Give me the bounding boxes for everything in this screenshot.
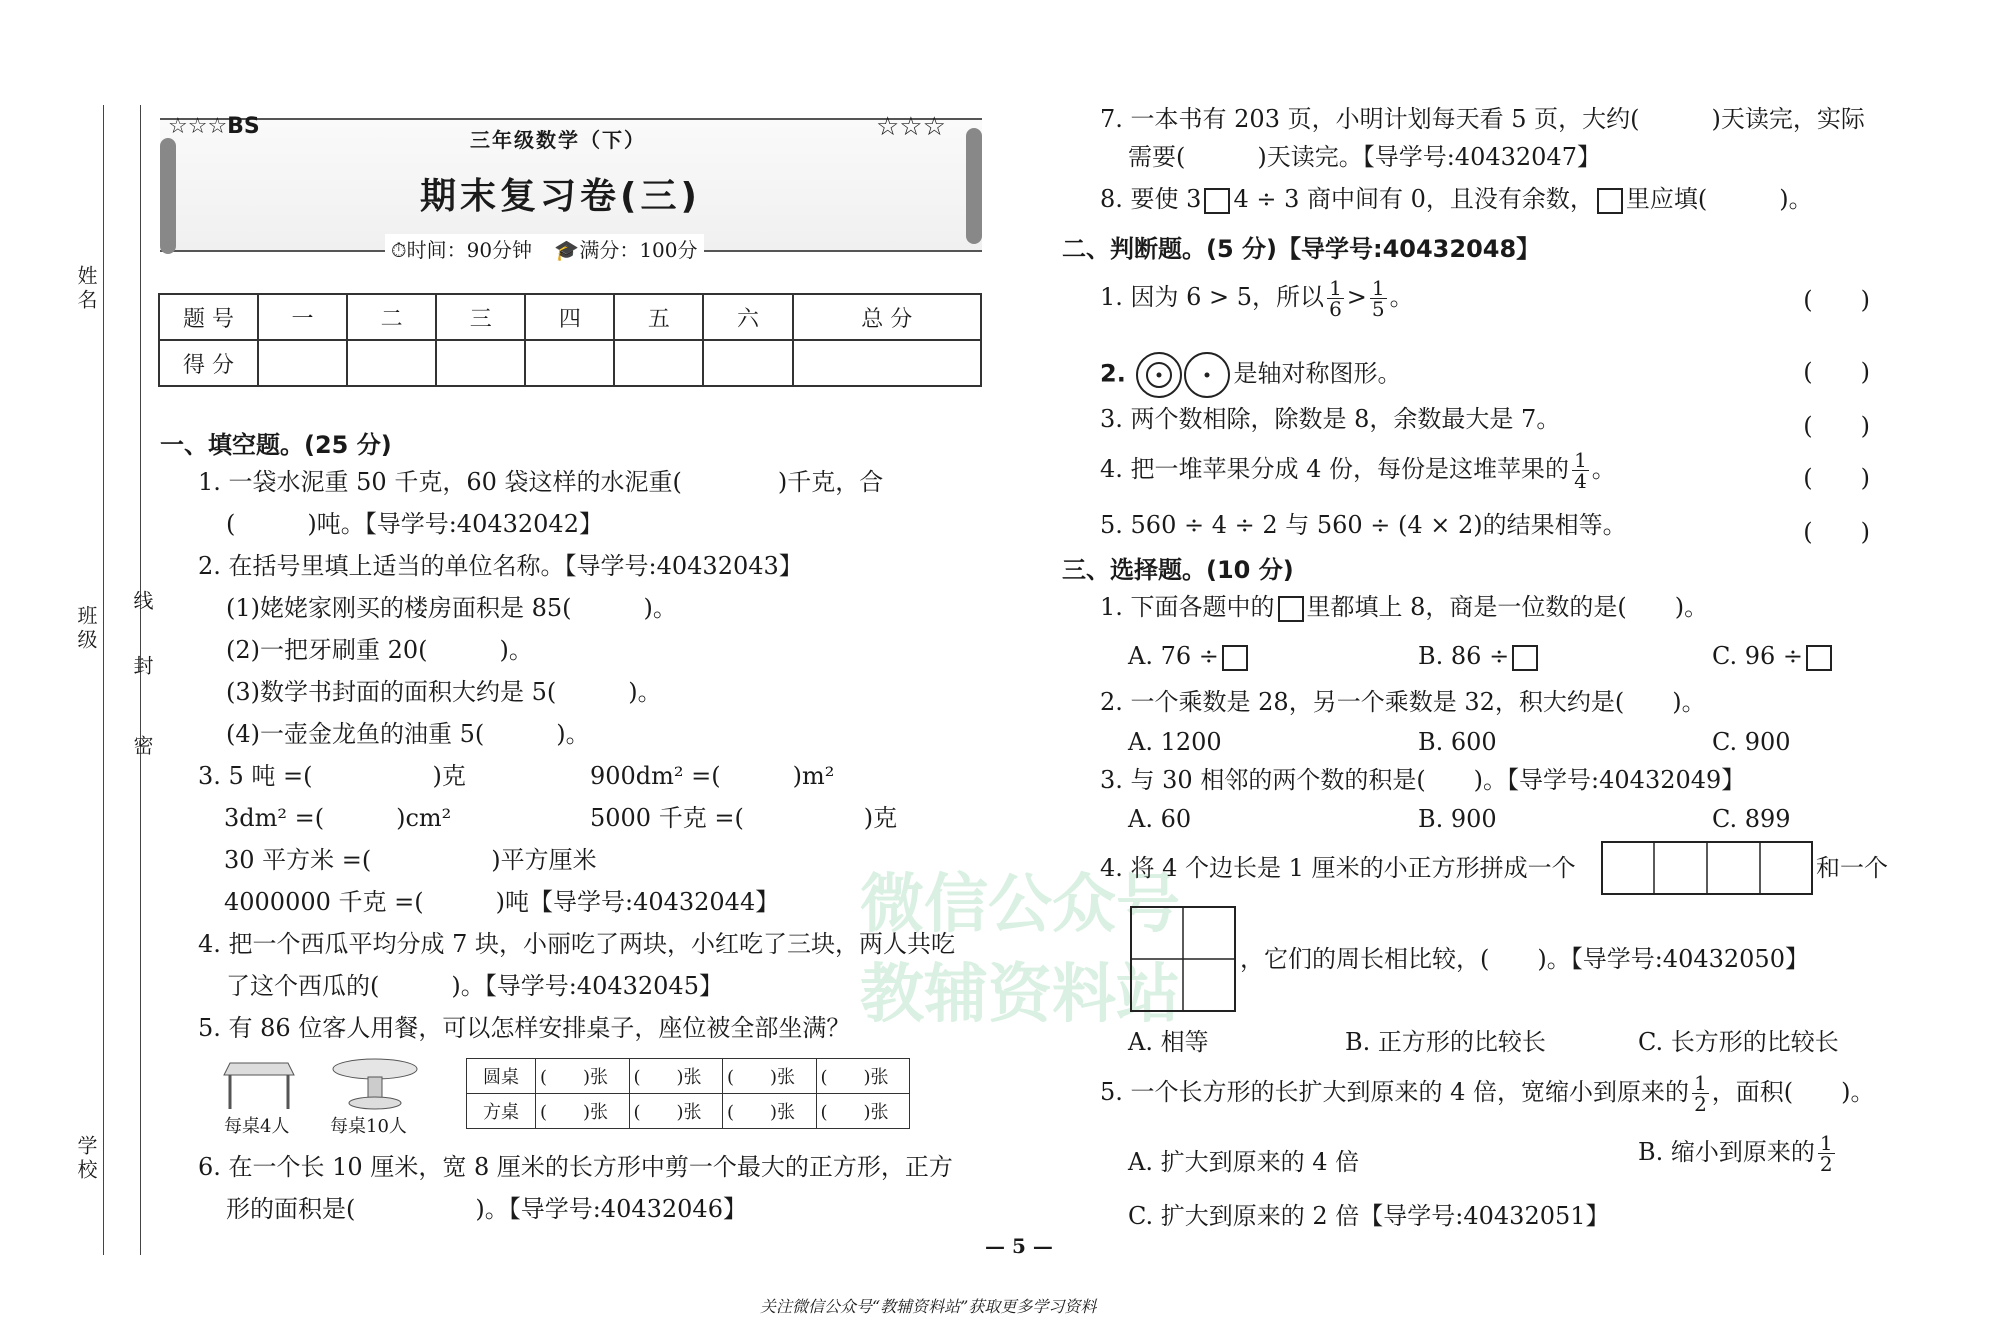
q1-3c: 3dm² =( )cm² <box>224 804 452 832</box>
score-cell[interactable] <box>793 340 981 386</box>
section-2-title: 二、判断题。(5 分)【导学号:40432048】 <box>1062 235 1541 263</box>
judge-paren-3[interactable]: ( ) <box>1803 412 1870 440</box>
q1-5: 5. 有 86 位客人用餐，可以怎样安排桌子，座位被全部坐满？ <box>198 1014 851 1042</box>
q1-6: 6. 在一个长 10 厘米，宽 8 厘米的长方形中剪一个最大的正方形，正方 <box>198 1153 953 1181</box>
score-cell[interactable] <box>525 340 614 386</box>
choice-3: 3. 与 30 相邻的两个数的积是( )。【导学号:40432049】 <box>1100 766 1746 794</box>
score-cell[interactable] <box>703 340 792 386</box>
choice-2-option-b[interactable]: B. 600 <box>1418 728 1497 756</box>
choice-1-option-b[interactable] <box>1418 642 1541 671</box>
class-label: 班级 <box>74 605 98 653</box>
fraction-1-4 <box>1572 450 1589 491</box>
judge-2-text: 是轴对称图形。 <box>1233 359 1402 388</box>
judge-3: 3. 两个数相除，除数是 8，余数最大是 7。 <box>1100 405 1561 433</box>
score-header-row <box>159 294 981 340</box>
score-cell[interactable] <box>347 340 436 386</box>
judge-4-text: 4. 把一堆苹果分成 4 份，每份是这堆苹果的 <box>1100 455 1570 483</box>
q1-2b: (2)一把牙刷重 20( )。 <box>226 636 533 664</box>
score-row-label: 得 分 <box>159 340 258 386</box>
fraction-1-5 <box>1370 278 1387 319</box>
score-header-cell: 一 <box>258 294 347 340</box>
q1-8b: 4 ÷ 3 商中间有 0，且没有余数， <box>1233 185 1594 213</box>
fraction-numerator: 1 <box>1574 448 1587 472</box>
judge-1-text: 1. 因为 6 > 5，所以 <box>1100 283 1325 311</box>
square-figure <box>1130 906 1236 1012</box>
answer-cell[interactable]: ( )张 <box>723 1094 817 1129</box>
score-header-cell: 三 <box>436 294 525 340</box>
q1-1b: ( )吨。【导学号:40432042】 <box>226 510 603 538</box>
choice-4-option-a[interactable]: A. 相等 <box>1128 1028 1209 1056</box>
answer-cell[interactable]: ( )张 <box>816 1059 910 1094</box>
fraction-numerator: 1 <box>1371 276 1385 300</box>
blank-box <box>1512 645 1538 671</box>
q1-6b: 形的面积是( )。【导学号:40432046】 <box>226 1195 747 1223</box>
score-cell[interactable] <box>258 340 347 386</box>
score-cell[interactable] <box>436 340 525 386</box>
choice-2: 2. 一个乘数是 28，另一个乘数是 32，积大约是( )。 <box>1100 688 1706 716</box>
seal-feng: 封 <box>130 655 154 679</box>
answer-cell[interactable]: ( )张 <box>629 1059 723 1094</box>
blank-box <box>1222 645 1248 671</box>
option-text: B. 缩小到原来的 <box>1638 1138 1815 1166</box>
choice-3-option-b[interactable]: B. 900 <box>1418 805 1497 833</box>
choice-5-tail: ，面积( )。 <box>1711 1078 1875 1106</box>
answer-cell[interactable]: ( )张 <box>536 1059 630 1094</box>
choice-5-text: 5. 一个长方形的长扩大到原来的 4 倍，宽缩小到原来的 <box>1100 1078 1690 1106</box>
q1-7b: 需要( )天读完。【导学号:40432047】 <box>1128 143 1601 171</box>
judge-paren-4[interactable]: ( ) <box>1803 464 1870 492</box>
choice-4a: 4. 将 4 个边长是 1 厘米的小正方形拼成一个 <box>1100 854 1576 882</box>
side-line-inner <box>140 105 141 1255</box>
fraction-denominator: 2 <box>1694 1092 1707 1116</box>
clock-icon: ⏱ <box>391 238 407 262</box>
score-cell[interactable] <box>614 340 703 386</box>
q1-1: 1. 一袋水泥重 50 千克，60 袋这样的水泥重( )千克，合 <box>198 468 884 496</box>
row-label: 方桌 <box>467 1094 536 1129</box>
choice-3-option-a[interactable]: A. 60 <box>1128 805 1192 833</box>
table-arrangement <box>466 1058 910 1129</box>
choice-5-option-b[interactable] <box>1638 1132 1838 1174</box>
cap-icon: 🎓 <box>554 238 580 262</box>
judge-4: 4. 把一堆苹果分成 4 份，每份是这堆苹果的 $\frac{1}{4}$ 。 <box>1100 448 1616 493</box>
square-table-icon <box>222 1055 296 1111</box>
table-row <box>467 1094 910 1129</box>
seal-mi: 密 <box>130 735 154 759</box>
judge-paren-1[interactable]: ( ) <box>1803 286 1870 314</box>
choice-4b: 和一个 <box>1816 854 1888 882</box>
option-text: B. 86 ÷ <box>1418 642 1510 670</box>
footer-note: 关注微信公众号“教辅资料站”获取更多学习资料 <box>760 1297 1097 1316</box>
full-score-text: 满分：100分 <box>579 238 698 262</box>
choice-4-option-c[interactable]: C. 长方形的比较长 <box>1638 1028 1839 1056</box>
score-value-row <box>159 340 981 386</box>
q1-4b: 了这个西瓜的( )。【导学号:40432045】 <box>226 972 723 1000</box>
score-header-cell: 二 <box>347 294 436 340</box>
seal-line: 线 <box>130 590 154 614</box>
answer-cell[interactable]: ( )张 <box>536 1094 630 1129</box>
option-text: C. 96 ÷ <box>1712 642 1804 670</box>
score-table <box>158 293 982 387</box>
fraction-1-2 <box>1818 1133 1835 1174</box>
score-header-cell: 总 分 <box>793 294 981 340</box>
score-header-cell: 题 号 <box>159 294 258 340</box>
judge-5: 5. 560 ÷ 4 ÷ 2 与 560 ÷ (4 × 2)的结果相等。 <box>1100 511 1627 539</box>
q1-8c: 里应填( )。 <box>1625 185 1813 213</box>
q1-2a: (1)姥姥家刚买的楼房面积是 85( )。 <box>226 594 677 622</box>
round-table-icon <box>330 1055 420 1111</box>
table-row <box>467 1059 910 1094</box>
judge-2: 2. 是轴对称图形。 <box>1100 350 1401 400</box>
blank-box[interactable] <box>1597 188 1623 214</box>
fraction-denominator: 4 <box>1574 469 1587 493</box>
name-label: 姓名 <box>74 265 98 313</box>
grade-stars-right: ☆☆☆ <box>876 112 946 142</box>
scroll-roll-left <box>160 138 176 254</box>
fraction-1-2 <box>1692 1073 1709 1114</box>
square-table-caption: 每桌4人 <box>224 1116 290 1137</box>
answer-cell[interactable]: ( )张 <box>723 1059 817 1094</box>
q1-3d: 5000 千克 =( )克 <box>590 804 898 832</box>
q1-8a: 8. 要使 3 <box>1100 185 1202 213</box>
score-header-cell: 四 <box>525 294 614 340</box>
blank-box[interactable] <box>1204 188 1230 214</box>
score-header-cell: 六 <box>703 294 792 340</box>
choice-2-option-a[interactable]: A. 1200 <box>1128 728 1222 756</box>
choice-5-option-c[interactable]: C. 扩大到原来的 2 倍【导学号:40432051】 <box>1128 1202 1610 1230</box>
choice-1a: 1. 下面各题中的 <box>1100 593 1275 621</box>
grade-stars-left: ☆☆☆BS <box>168 114 260 139</box>
choice-5-option-a[interactable]: A. 扩大到原来的 4 倍 <box>1128 1148 1360 1176</box>
q1-4: 4. 把一个西瓜平均分成 7 块，小丽吃了两块，小红吃了三块，两人共吃 <box>198 930 956 958</box>
answer-cell[interactable]: ( )张 <box>629 1094 723 1129</box>
watermark-line2: 教辅资料站 <box>860 958 1180 1032</box>
page-number: — 5 — <box>985 1234 1053 1258</box>
section-1-title: 一、填空题。(25 分) <box>160 431 392 459</box>
choice-1-option-c[interactable] <box>1712 642 1835 671</box>
judge-1: 1. 因为 6 > 5，所以 $\frac{1}{6}$ > $\frac{1}{5}$ 。 <box>1100 276 1414 321</box>
side-line-outer <box>103 105 104 1255</box>
fraction-numerator: 1 <box>1694 1071 1707 1095</box>
scroll-roll-right <box>966 128 982 244</box>
blank-box <box>1806 645 1832 671</box>
row-label: 圆桌 <box>467 1059 536 1094</box>
q1-8 <box>1100 184 1813 214</box>
circles-icon <box>1133 350 1233 400</box>
choice-5 <box>1100 1073 1875 1114</box>
q1-7: 7. 一本书有 203 页，小明计划每天看 5 页，大约( )天读完，实际 <box>1100 105 1865 133</box>
choice-2-option-c[interactable]: C. 900 <box>1712 728 1791 756</box>
judge-paren-5[interactable]: ( ) <box>1803 518 1870 546</box>
rectangle-figure <box>1601 841 1813 895</box>
fraction-denominator: 6 <box>1329 297 1342 321</box>
time-text: 时间：90分钟 <box>406 238 533 262</box>
round-table-caption: 每桌10人 <box>330 1116 407 1137</box>
fraction-denominator: 2 <box>1819 1152 1833 1176</box>
choice-4-option-b[interactable]: B. 正方形的比较长 <box>1345 1028 1546 1056</box>
choice-1b: 里都填上 8，商是一位数的是( )。 <box>1306 593 1709 621</box>
q1-3f: 4000000 千克 =( )吨【导学号:40432044】 <box>224 888 780 916</box>
school-label: 学校 <box>74 1135 98 1183</box>
choice-4c: ，它们的周长相比较，( )。【导学号:40432050】 <box>1240 945 1809 973</box>
fraction-numerator: 1 <box>1329 276 1342 300</box>
fraction-numerator: 1 <box>1819 1131 1833 1155</box>
q1-3e: 30 平方米 =( )平方厘米 <box>224 846 597 874</box>
exam-meta <box>385 234 704 263</box>
q1-2: 2. 在括号里填上适当的单位名称。【导学号:40432043】 <box>198 552 803 580</box>
judge-paren-2[interactable]: ( ) <box>1803 358 1870 386</box>
score-header-cell: 五 <box>614 294 703 340</box>
fraction-denominator: 5 <box>1371 297 1385 321</box>
choice-3-option-c[interactable]: C. 899 <box>1712 805 1791 833</box>
q1-3b: 900dm² =( )m² <box>590 762 835 790</box>
blank-box <box>1278 596 1304 622</box>
section-3-title: 三、选择题。(10 分) <box>1062 556 1294 584</box>
choice-1 <box>1100 592 1708 622</box>
exam-title: 期末复习卷(三) <box>420 176 701 217</box>
q1-3a: 3. 5 吨 =( )克 <box>198 762 466 790</box>
q1-2c: (3)数学书封面的面积大约是 5( )。 <box>226 678 662 706</box>
q1-2d: (4)一壶金龙鱼的油重 5( )。 <box>226 720 590 748</box>
answer-cell[interactable]: ( )张 <box>816 1094 910 1129</box>
option-text: A. 76 ÷ <box>1128 642 1219 670</box>
watermark-line1: 微信公众号 <box>860 868 1180 942</box>
subject-label: 三年级数学（下） <box>470 128 646 152</box>
choice-1-option-a[interactable] <box>1128 642 1251 671</box>
fraction-1-6 <box>1327 278 1344 319</box>
